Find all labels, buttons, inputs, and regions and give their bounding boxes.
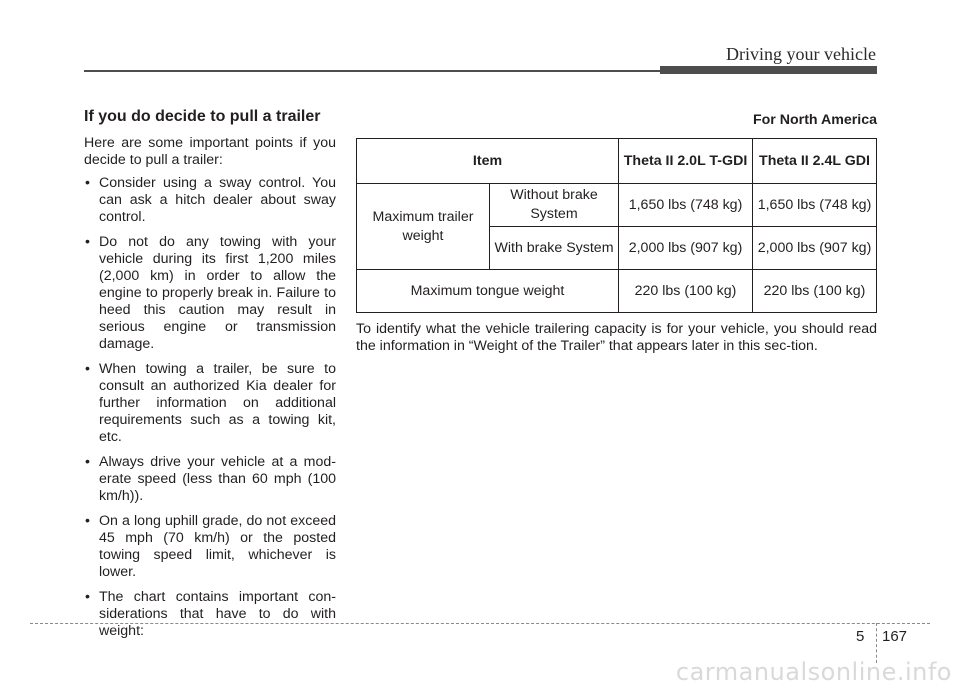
bullet-item: • Always drive your vehicle at a mod-erate speed (less than 60 mph (100 km/h)). (84, 454, 336, 505)
header-engine-1: Theta II 2.0L T-GDI (619, 139, 753, 184)
with-brake-engine-1: 2,000 lbs (907 kg) (619, 227, 753, 270)
tongue-weight-engine-2: 220 lbs (100 kg) (753, 270, 877, 313)
page-number: 167 (882, 628, 908, 645)
bullet-item: • On a long uphill grade, do not exceed 45 mph (70 km/h) or the posted towing speed limit, whichever is lower. (84, 513, 336, 581)
with-brake-engine-2: 2,000 lbs (907 kg) (753, 227, 877, 270)
header-item: Item (357, 139, 619, 184)
table-row (357, 184, 877, 227)
header-engine-2: Theta II 2.4L GDI (753, 139, 877, 184)
capacity-note: To identify what the vehicle trailering capacity is for your vehicle, you should read the information in “Weight of the Trailer” that appears later in this sec-tion. (356, 321, 877, 354)
right-column (356, 108, 877, 369)
table-header-row (357, 139, 877, 184)
section-heading: If you do decide to pull a trailer (84, 108, 321, 125)
bullet-item: • The chart contains important con-siderations that have to do with weight: (84, 589, 336, 640)
bullet-item: • Consider using a sway control. You can ask a hitch dealer about sway control. (84, 175, 336, 226)
bullet-item: • When towing a trailer, be sure to consult an authorized Kia dealer for further information on additional requirements such as a towing kit, etc. (84, 361, 336, 446)
chapter-number: 5 (856, 628, 865, 645)
region-label: For North America (752, 112, 877, 128)
watermark: carmanualsonline.info (675, 658, 952, 686)
without-brake-label: Without brake System (490, 184, 619, 227)
without-brake-engine-2: 1,650 lbs (748 kg) (753, 184, 877, 227)
without-brake-engine-1: 1,650 lbs (748 kg) (619, 184, 753, 227)
section-title: Driving your vehicle (726, 44, 876, 64)
intro-paragraph: Here are some important points if you decide to pull a trailer: (84, 135, 336, 168)
footer-divider (876, 623, 877, 663)
bullet-item: • Do not do any towing with your vehicle during its first 1,200 miles (2,000 km) in order to allow the engine to properly break in. Failure to heed this caution may result in serious engine or transmission damage. (84, 234, 336, 353)
left-column (84, 108, 336, 648)
max-trailer-weight-label: Maximum trailer weight (357, 184, 490, 270)
trailer-weight-table (356, 138, 877, 313)
with-brake-label: With brake System (490, 227, 619, 270)
footer-rule (30, 623, 930, 624)
header-rule (84, 70, 660, 72)
tongue-weight-engine-1: 220 lbs (100 kg) (619, 270, 753, 313)
table-row (357, 270, 877, 313)
bullet-list (84, 175, 336, 640)
tongue-weight-label: Maximum tongue weight (357, 270, 619, 313)
header-bar (660, 66, 877, 74)
